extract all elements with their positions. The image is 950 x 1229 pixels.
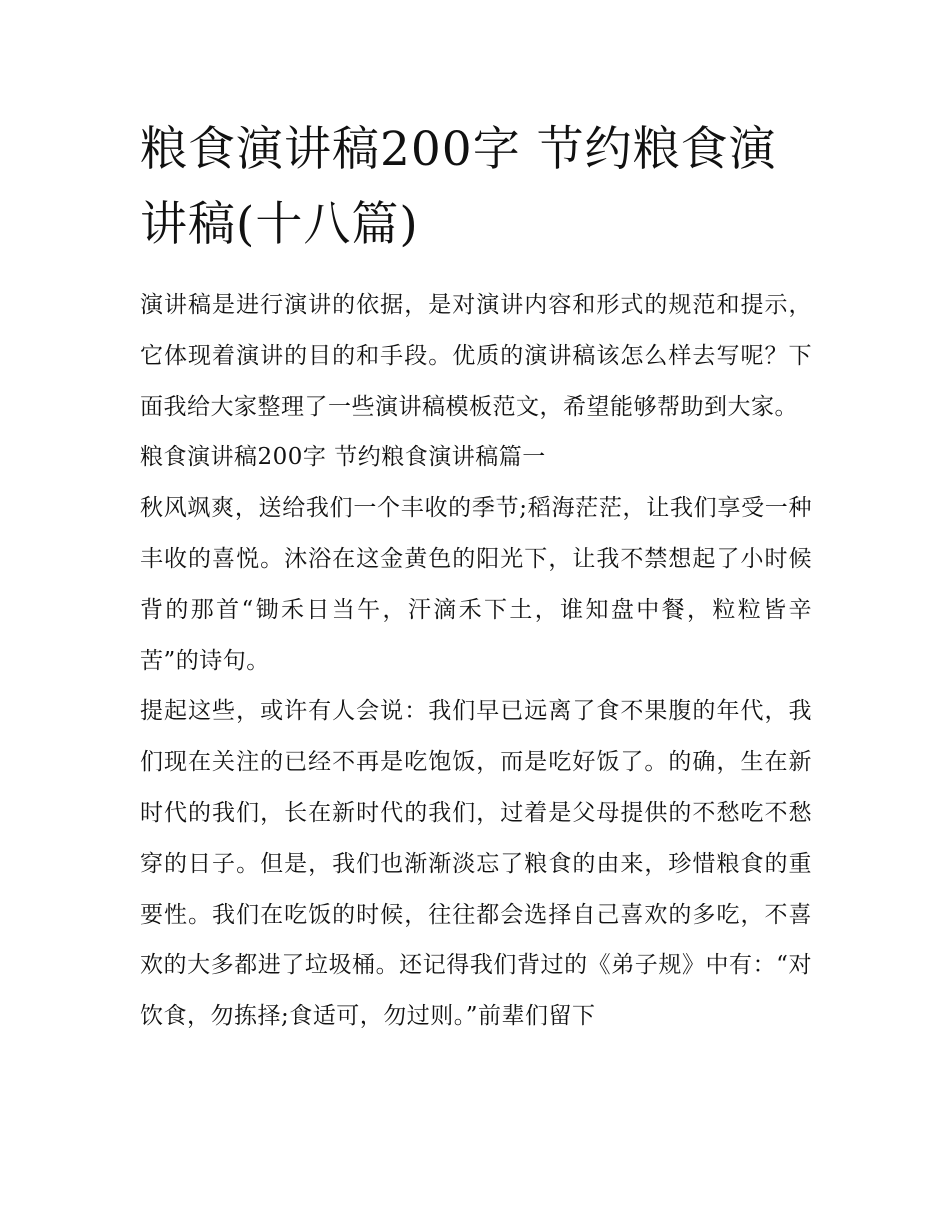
- intro-paragraph: 演讲稿是进行演讲的依据，是对演讲内容和形式的规范和提示，它体现着演讲的目的和手段。优质的演讲稿该怎么样去写呢？下面我给大家整理了一些演讲稿模板范文，希望能够帮助到大家。: [140, 292, 812, 420]
- body-paragraph: 提起这些，或许有人会说：我们早已远离了食不果腹的年代，我们现在关注的已经不再是吃饱饭，而是吃好饭了。的确，生在新时代的我们，长在新时代的我们，过着是父母提供的不愁吃不愁穿的日子。但是，我们也渐渐淡忘了粮食的由来，珍惜粮食的重要性。我们在吃饭的时候，往往都会选择自己喜欢的多吃，不喜欢的大多都进了垃圾桶。还记得我们背过的《弟子规》中有：“对饮食，勿拣择;食适可，勿过则。”前辈们留下: [140, 698, 812, 1030]
- section-heading: 粮食演讲稿200字 节约粮食演讲稿篇一: [140, 444, 546, 471]
- document-title: 粮食演讲稿200字 节约粮食演讲稿(十八篇): [140, 122, 777, 252]
- body-paragraph: 秋风飒爽，送给我们一个丰收的季节;稻海茫茫，让我们享受一种丰收的喜悦。沐浴在这金黄色的阳光下，让我不禁想起了小时候背的那首“锄禾日当午，汗滴禾下土，谁知盘中餐，粒粒皆辛苦”的诗句。: [140, 495, 812, 674]
- document-page: [140, 112, 812, 1042]
- document-body: [140, 280, 812, 1042]
